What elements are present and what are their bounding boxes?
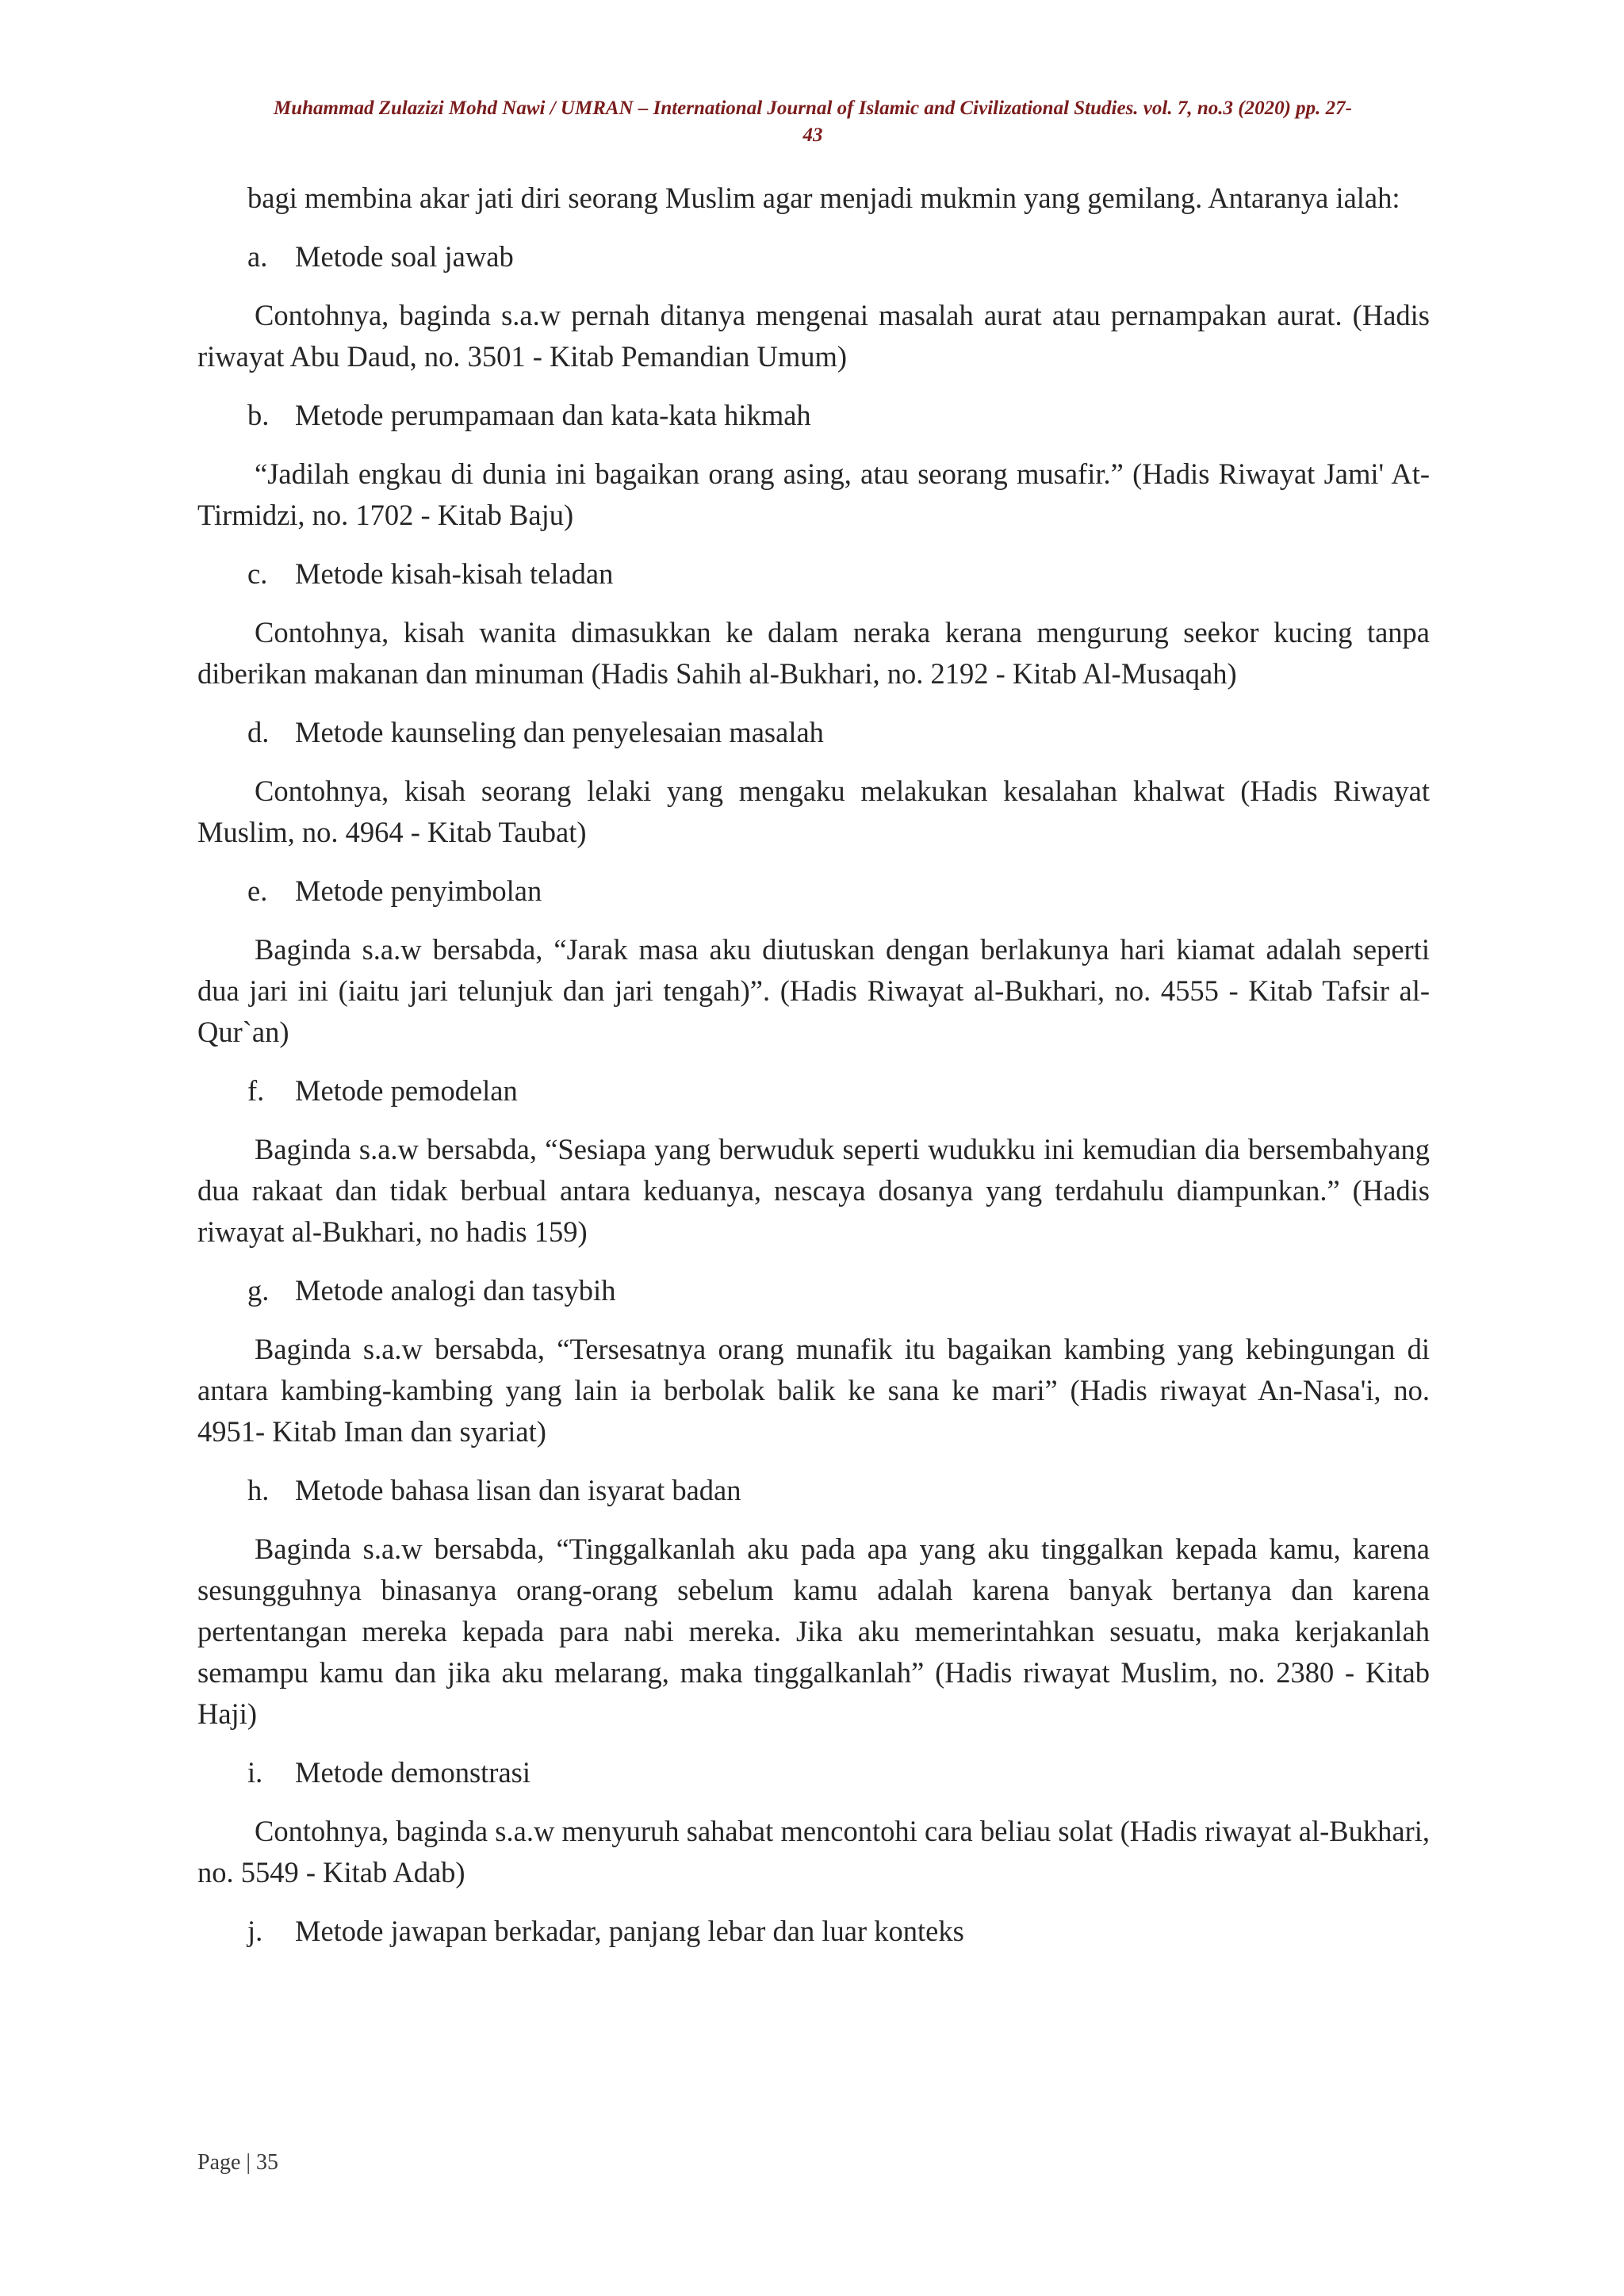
method-paragraph: Contohnya, baginda s.a.w menyuruh sahabat mencontohi cara beliau solat (Hadis riwayat al-Bukhari, no. 5549 - Kitab Adab) [197, 1815, 1430, 1888]
method-heading [197, 1070, 1430, 1112]
item-title: Metode analogi dan tasybih [295, 1274, 616, 1307]
method-section-b [197, 395, 1430, 536]
method-heading [197, 395, 1430, 436]
page-number: Page | 35 [197, 2150, 279, 2175]
item-title: Metode demonstrasi [295, 1756, 531, 1789]
method-section-g [197, 1270, 1430, 1452]
method-section-i [197, 1752, 1430, 1893]
item-title: Metode bahasa lisan dan isyarat badan [295, 1474, 741, 1506]
running-header-line-2: 43 [802, 124, 823, 146]
item-label: f. [247, 1074, 265, 1107]
method-heading [197, 1270, 1430, 1311]
item-title: Metode jawapan berkadar, panjang lebar dan luar konteks [295, 1915, 964, 1947]
method-heading [197, 236, 1430, 277]
item-label: g. [247, 1274, 270, 1307]
method-section-j [197, 1911, 1430, 1952]
method-section-e [197, 871, 1430, 1053]
method-paragraph: Contohnya, baginda s.a.w pernah ditanya mengenai masalah aurat atau pernampakan aurat. (Hadis riwayat Abu Daud, no. 3501 - Kitab Pemandian Umum) [197, 299, 1430, 373]
item-label: a. [247, 240, 268, 273]
method-paragraph: Contohnya, kisah wanita dimasukkan ke dalam neraka kerana mengurung seekor kucing tanpa diberikan makanan dan minuman (Hadis Sahih al-Bukhari, no. 2192 - Kitab Al-Musaqah) [197, 616, 1430, 690]
method-paragraph: Baginda s.a.w bersabda, “Tersesatnya orang munafik itu bagaikan kambing yang kebingungan di antara kambing-kambing yang lain ia berbolak balik ke sana ke mari” (Hadis riwayat An-Nasa'i, no. 4951- Kitab Iman dan syariat) [197, 1333, 1430, 1448]
method-heading [197, 712, 1430, 753]
method-section-d [197, 712, 1430, 853]
intro-paragraph: bagi membina akar jati diri seorang Muslim agar menjadi mukmin yang gemilang. Antaranya ialah: [247, 182, 1400, 214]
method-heading [197, 871, 1430, 912]
item-label: b. [247, 399, 270, 431]
article-body [197, 178, 1430, 1969]
item-title: Metode pemodelan [295, 1074, 518, 1107]
method-heading [197, 1911, 1430, 1952]
item-label: e. [247, 874, 268, 907]
running-header-line-1: Muhammad Zulazizi Mohd Nawi / UMRAN – International Journal of Islamic and Civilizational Studies. vol. 7, no.3 (2020) pp. 27- [274, 98, 1352, 119]
item-title: Metode kisah-kisah teladan [295, 557, 614, 590]
method-section-h [197, 1470, 1430, 1735]
item-label: j. [247, 1915, 263, 1947]
method-paragraph: Baginda s.a.w bersabda, “Tinggalkanlah aku pada apa yang aku tinggalkan kepada kamu, karena sesungguhnya binasanya orang-orang sebelum kamu adalah karena banyak bertanya dan karena pertentangan mereka kepada para nabi mereka. Jika aku memerintahkan sesuatu, maka kerjakanlah semampu kamu dan jika aku melarang, maka tinggalkanlah” (Hadis riwayat Muslim, no. 2380 - Kitab Haji) [197, 1533, 1430, 1730]
method-paragraph: Baginda s.a.w bersabda, “Jarak masa aku diutuskan dengan berlakunya hari kiamat adalah seperti dua jari ini (iaitu jari telunjuk dan jari tengah)”. (Hadis Riwayat al-Bukhari, no. 4555 - Kitab Tafsir al-Qur`an) [197, 933, 1430, 1048]
item-title: Metode soal jawab [295, 240, 514, 273]
method-paragraph: “Jadilah engkau di dunia ini bagaikan orang asing, atau seorang musafir.” (Hadis Riwayat Jami' At-Tirmidzi, no. 1702 - Kitab Baju) [197, 457, 1430, 531]
method-heading [197, 1752, 1430, 1793]
item-title: Metode penyimbolan [295, 874, 542, 907]
method-paragraph: Baginda s.a.w bersabda, “Sesiapa yang berwuduk seperti wudukku ini kemudian dia bersembahyang dua rakaat dan tidak berbual antara keduanya, nescaya dosanya yang terdahulu diampunkan.” (Hadis riwayat al-Bukhari, no hadis 159) [197, 1133, 1430, 1248]
method-paragraph: Contohnya, kisah seorang lelaki yang mengaku melakukan kesalahan khalwat (Hadis Riwayat Muslim, no. 4964 - Kitab Taubat) [197, 775, 1430, 848]
item-label: i. [247, 1756, 263, 1789]
method-heading [197, 553, 1430, 595]
item-label: d. [247, 716, 270, 748]
method-section-a [197, 236, 1430, 377]
method-section-f [197, 1070, 1430, 1253]
method-section-c [197, 553, 1430, 695]
item-label: c. [247, 557, 268, 590]
item-title: Metode kaunseling dan penyelesaian masalah [295, 716, 824, 748]
running-header [198, 95, 1427, 149]
item-label: h. [247, 1474, 270, 1506]
item-title: Metode perumpamaan dan kata-kata hikmah [295, 399, 811, 431]
method-heading [197, 1470, 1430, 1511]
